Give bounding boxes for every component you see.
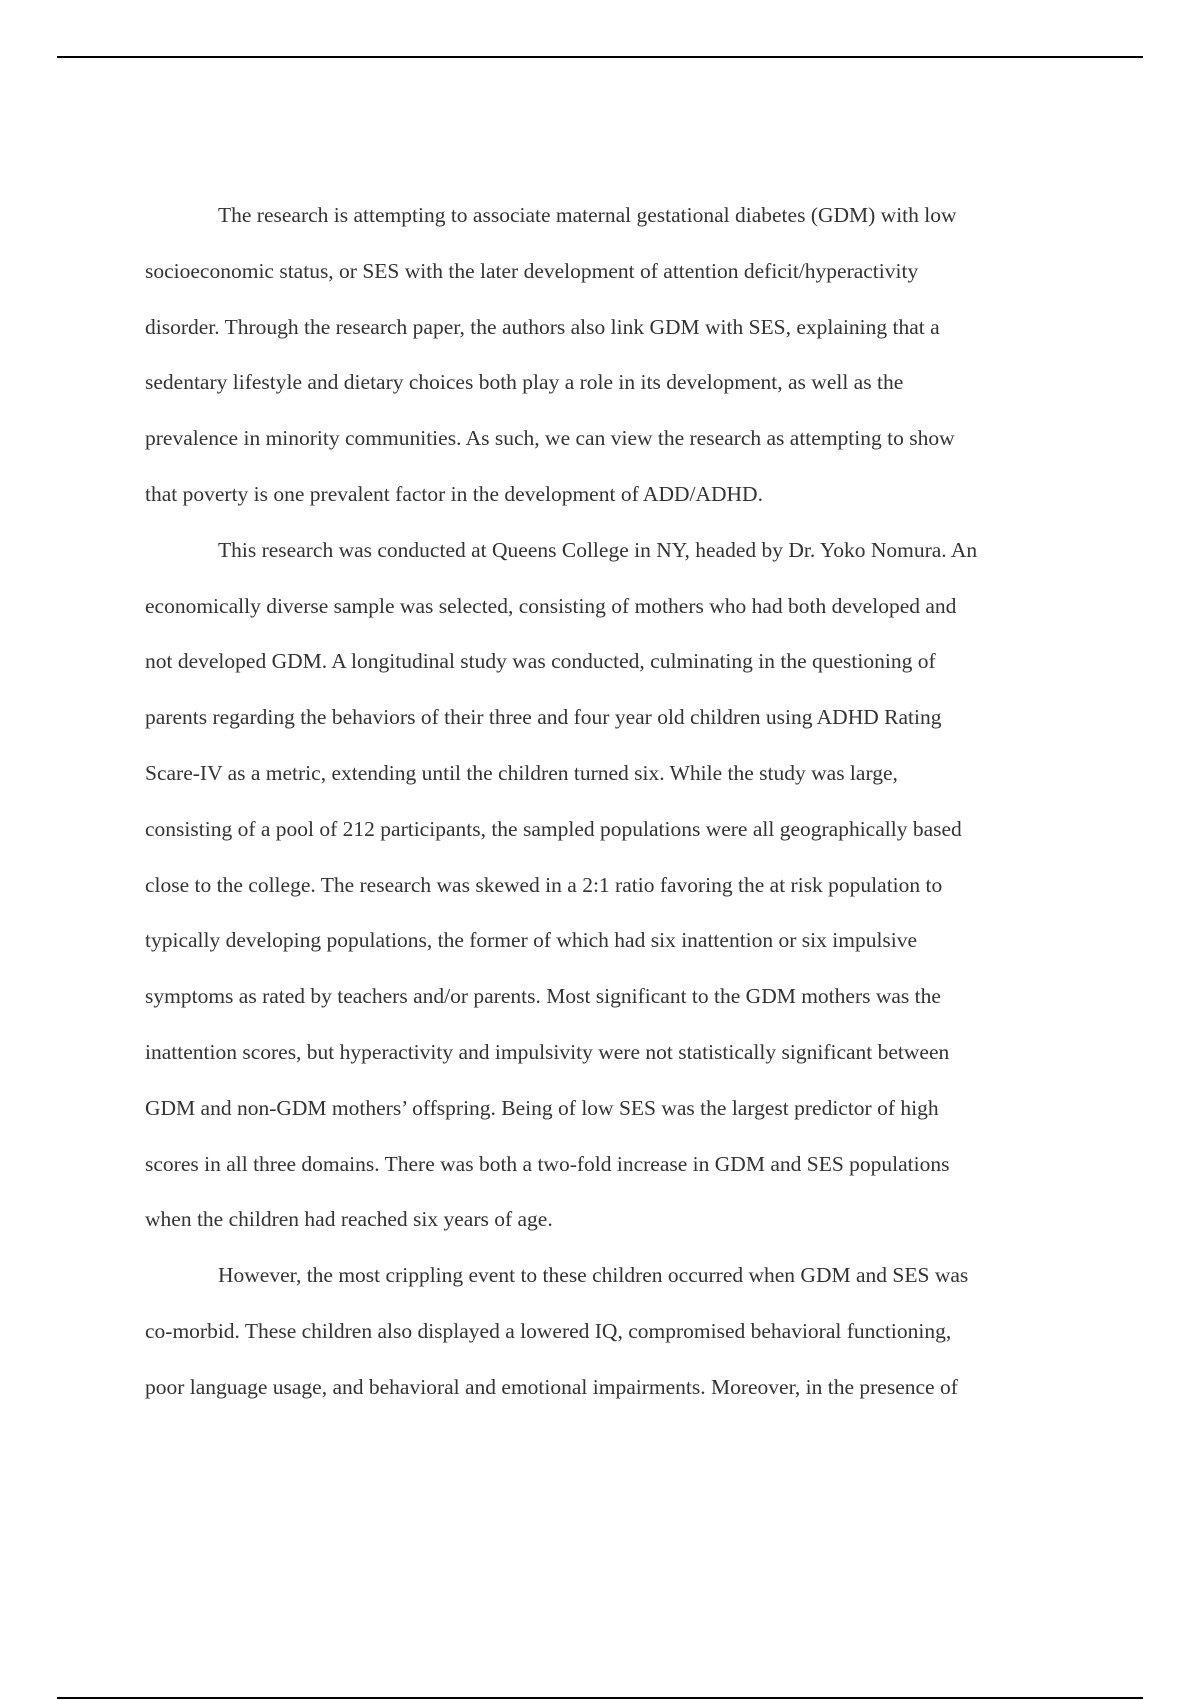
- text-line: disorder. Through the research paper, the authors also link GDM with SES, explaining that a: [145, 314, 940, 339]
- text-line: socioeconomic status, or SES with the later development of attention deficit/hyperactivity: [145, 258, 919, 283]
- text-line: typically developing populations, the former of which had six inattention or six impulsive: [145, 928, 918, 953]
- text-line: parents regarding the behaviors of their three and four year old children using ADHD Rating: [145, 705, 942, 730]
- text-line: not developed GDM. A longitudinal study was conducted, culminating in the questioning of: [145, 649, 936, 674]
- text-line: symptoms as rated by teachers and/or parents. Most significant to the GDM mothers was the: [145, 984, 941, 1009]
- text-line: Scare-IV as a metric, extending until the children turned six. While the study was large,: [145, 760, 898, 785]
- text-line: consisting of a pool of 212 participants, the sampled populations were all geographically based: [145, 816, 962, 841]
- text-line: prevalence in minority communities. As such, we can view the research as attempting to show: [145, 426, 955, 451]
- text-line: GDM and non-GDM mothers’ offspring. Being of low SES was the largest predictor of high: [145, 1095, 939, 1120]
- text-line: co-morbid. These children also displayed a lowered IQ, compromised behavioral functioning,: [145, 1318, 952, 1343]
- paragraph-first-line: The research is attempting to associate maternal gestational diabetes (GDM) with low: [218, 203, 957, 227]
- footer-rule: [57, 1697, 1143, 1699]
- text-line: economically diverse sample was selected, consisting of mothers who had both developed and: [145, 593, 957, 618]
- text-line: poor language usage, and behavioral and emotional impairments. Moreover, in the presence of: [145, 1374, 958, 1399]
- text-line: close to the college. The research was skewed in a 2:1 ratio favoring the at risk population to: [145, 872, 943, 897]
- text-line: that poverty is one prevalent factor in the development of ADD/ADHD.: [145, 481, 763, 506]
- paragraph-first-line: However, the most crippling event to these children occurred when GDM and SES was: [218, 1263, 969, 1288]
- header-rule: [57, 56, 1143, 58]
- paragraph-first-line: This research was conducted at Queens College in NY, headed by Dr. Yoko Nomura. An: [218, 537, 978, 562]
- text-line: when the children had reached six years of age.: [145, 1207, 553, 1232]
- text-line: sedentary lifestyle and dietary choices both play a role in its development, as well as the: [145, 370, 904, 395]
- text-line: scores in all three domains. There was both a two-fold increase in GDM and SES populations: [145, 1151, 950, 1176]
- document-body: [145, 196, 1085, 1424]
- text-line: inattention scores, but hyperactivity and impulsivity were not statistically significant between: [145, 1039, 950, 1064]
